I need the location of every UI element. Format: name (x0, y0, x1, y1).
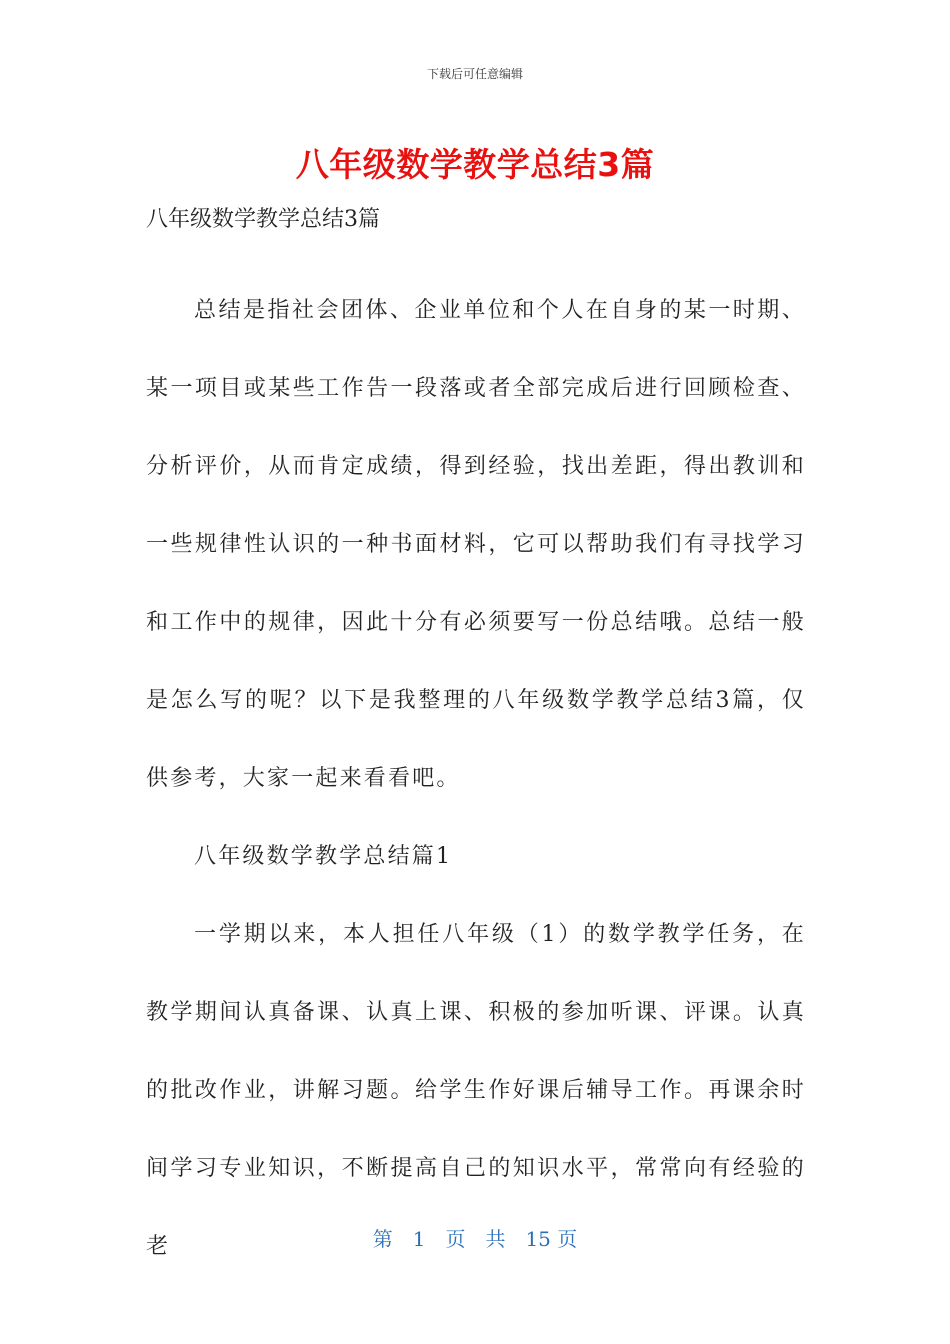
document-title: 八年级数学教学总结3篇 (295, 145, 655, 184)
intro-paragraph: 总结是指社会团体、企业单位和个人在自身的某一时期、某一项目或某些工作告一段落或者全部完成后进行回顾检查、分析评价，从而肯定成绩，得到经验，找出差距，得出教训和一些规律性认识的一种书面材料，它可以帮助我们有寻找学习和工作中的规律，因此十分有必须要写一份总结哦。总结一般是怎么写的呢？以下是我整理的八年级数学教学总结3篇，仅供参考，大家一起来看看吧。 (146, 298, 806, 791)
section-paragraph: 一学期以来，本人担任八年级（1）的数学教学任务，在教学期间认真备课、认真上课、积极的参加听课、评课。认真的批改作业，讲解习题。给学生作好课后辅导工作。再课余时间学习专业知识，不断提高自己的知识水平，常常向有经验的老 (146, 922, 806, 1259)
section-heading: 八年级数学教学总结篇1 (194, 844, 453, 869)
header-note: 下载后可任意编辑 (426, 67, 523, 81)
document-subtitle: 八年级数学教学总结3篇 (146, 207, 380, 232)
page-number: 第 1 页 共 15 页 (372, 1227, 578, 1251)
document-body (146, 272, 806, 1286)
